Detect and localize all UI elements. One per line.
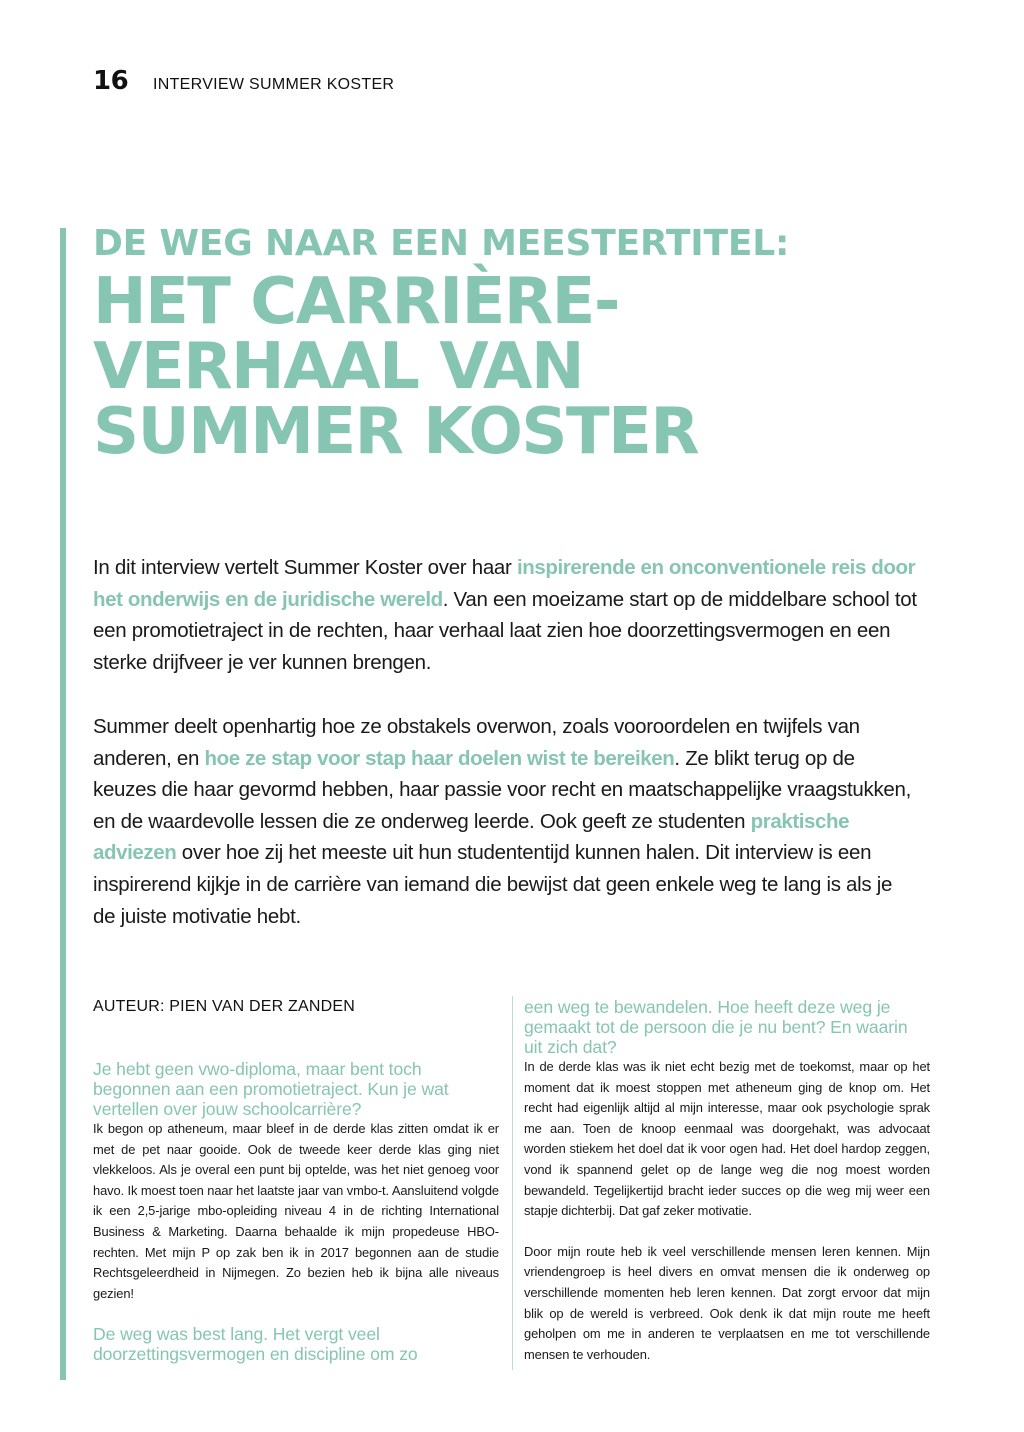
title-kicker: DE WEG NAAR EEN MEESTERTITEL: xyxy=(93,223,790,264)
intro-paragraph-2 xyxy=(93,711,918,932)
section-label: INTERVIEW SUMMER KOSTER xyxy=(153,76,395,93)
page-title xyxy=(93,265,973,469)
accent-bar xyxy=(60,228,66,1380)
intro-text: . Van een moeizame start op de middelbare school tot een promotietraject in de rechten, haar verhaal laat zien hoe doorzettingsvermogen en een sterke drijfveer je ver kunnen brengen. xyxy=(93,587,917,674)
intro-text: Summer deelt openhartig hoe ze obstakels overwon, zoals vooroordelen en twijfels van anderen, en xyxy=(93,715,860,770)
intro-highlight: hoe ze stap voor stap haar doelen wist te bereiken xyxy=(204,746,675,770)
intro-paragraph-1 xyxy=(93,552,918,678)
title-line-2: VERHAAL VAN xyxy=(93,330,583,404)
interview-answer: Ik begon op atheneum, maar bleef in de derde klas zitten omdat ik er met de pet naar gooide. Ook de tweede keer derde klas ging niet vlekkeloos. Als je overal een punt bij optelde, was het niet genoeg voor havo. Ik moest toen naar het laatste jaar van vmbo-t. Aansluitend volgde ik een 2,5-jarige mbo-opleiding niveau 4 in de richting International Business & Marketing. Daarna behaalde ik mijn propedeuse HBO-rechten. Met mijn P op zak ben ik in 2017 begonnen aan de studie Rechtsgeleerdheid in Nijmegen. Zo bezien heb ik bijna alle niveaus gezien! xyxy=(93,1121,499,1301)
intro-text: In dit interview vertelt Summer Koster over haar xyxy=(93,556,517,579)
interview-question: De weg was best lang. Het vergt veel doorzettingsvermogen en discipline om zo xyxy=(93,1324,418,1365)
interview-question: Je hebt geen vwo-diploma, maar bent toch begonnen aan een promotietraject. Kun je wat vertellen over jouw schoolcarrière? xyxy=(93,1059,449,1119)
page-number: 16 xyxy=(93,66,129,96)
interview-answer: In de derde klas was ik niet echt bezig met de toekomst, maar op het moment dat ik moest stoppen met atheneum ging de knop om. Het recht had eigenlijk altijd al mijn interesse, maar ook psychologie sprak me aan. Toen de knoop eenmaal was doorgehakt, was advocaat worden stiekem het doel dat ik voor ogen had. Het doel hardop zeggen, vond ik spannend gelet op de lange weg die nog moest worden bewandeld. Tegelijkertijd bracht ieder succes op die weg mij weer een stapje dichterbij. Dat gaf zeker motivatie. xyxy=(524,1059,930,1219)
interview-answer: Door mijn route heb ik veel verschillende mensen leren kennen. Mijn vriendengroep is heel divers en omvat mensen die ik onderweg op verschillende momenten heb leren kennen. Dat zorgt ervoor dat mijn blik op de wereld is verbreed. Ook denk ik dat mijn route me heeft geholpen om me in anderen te verplaatsen en me tot verschillende mensen te verhouden. xyxy=(524,1243,930,1362)
column-left xyxy=(93,1059,499,1364)
intro-highlight: praktische adviezen xyxy=(93,809,850,865)
intro-text: . Ze blikt terug op de keuzes die haar gevormd hebben, haar passie voor recht en maatschappelijke vraagstukken, en de waardevolle lessen die ze onderweg leerde. Ook geeft ze studenten xyxy=(93,746,912,833)
column-right xyxy=(524,997,930,1365)
title-line-1: HET CARRIÈRE- xyxy=(93,265,619,339)
intro-highlight: inspirerende en onconventionele reis door het onderwijs en de juridische wereld xyxy=(93,556,916,611)
intro-text: over hoe zij het meeste uit hun studententijd kunnen halen. Dit interview is een inspirerend kijkje in de carrière van iemand die bewijst dat geen enkele weg te lang is als je de juiste motivatie hebt. xyxy=(93,841,893,928)
interview-question-continued: een weg te bewandelen. Hoe heeft deze weg je gemaakt tot de persoon die je nu bent? En waarin uit zich dat? xyxy=(524,997,908,1057)
author-byline: AUTEUR: PIEN VAN DER ZANDEN xyxy=(93,998,356,1015)
column-divider xyxy=(512,996,513,1370)
title-line-3: SUMMER KOSTER xyxy=(93,395,699,469)
